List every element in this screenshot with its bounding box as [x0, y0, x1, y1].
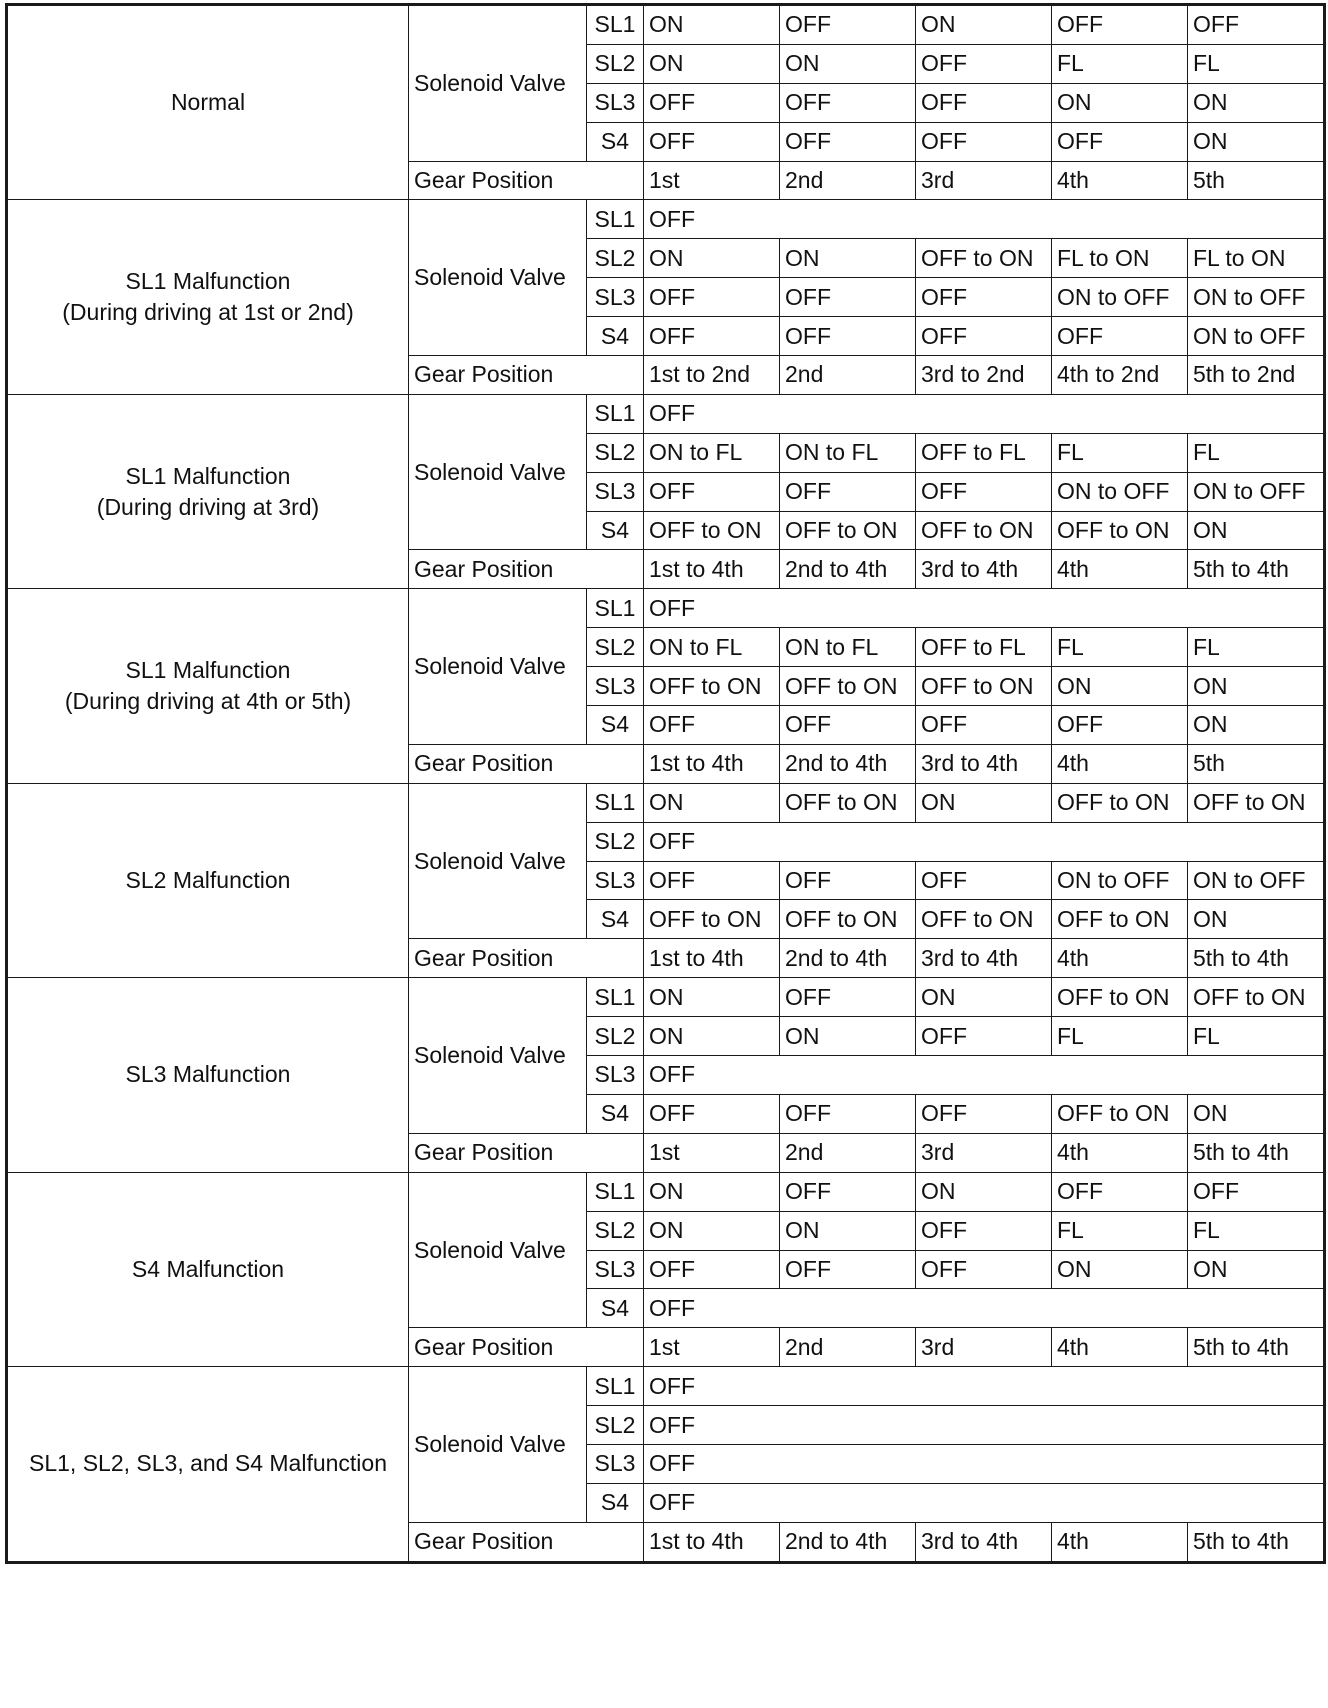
gear-cell: 1st — [644, 1133, 780, 1172]
valve-state-cell: OFF — [916, 317, 1052, 356]
gear-cell: 2nd — [780, 356, 916, 395]
gear-position-label: Gear Position — [409, 744, 644, 783]
valve-state-cell: OFF — [1188, 1172, 1324, 1211]
valve-state-cell: ON to OFF — [1188, 472, 1324, 511]
gear-cell: 2nd — [780, 1133, 916, 1172]
gear-cell: 5th to 4th — [1188, 939, 1324, 978]
valve-state-cell: OFF — [644, 278, 780, 317]
condition-text: SL3 Malfunction — [125, 1061, 291, 1088]
valve-state-cell: OFF — [644, 1094, 780, 1133]
valve-state-cell: OFF — [916, 1017, 1052, 1056]
valve-code: SL1 — [587, 200, 644, 239]
gear-cell: 5th to 4th — [1188, 550, 1324, 589]
valve-state-cell: OFF to ON — [1188, 783, 1324, 822]
valve-state-cell: OFF — [644, 317, 780, 356]
valve-state-cell: ON to OFF — [1052, 278, 1188, 317]
valve-state-cell: ON to OFF — [1188, 861, 1324, 900]
valve-code: SL2 — [587, 433, 644, 472]
valve-state-cell: FL — [1052, 1017, 1188, 1056]
gear-position-label: Gear Position — [409, 1522, 644, 1561]
valve-code: S4 — [587, 317, 644, 356]
gear-cell: 4th — [1052, 744, 1188, 783]
condition-text: S4 Malfunction — [131, 1255, 285, 1282]
valve-code: S4 — [587, 122, 644, 161]
valve-state-cell: ON — [1052, 83, 1188, 122]
valve-state-cell: OFF — [780, 83, 916, 122]
valve-state-cell: OFF to FL — [916, 433, 1052, 472]
valve-row — [8, 200, 1324, 239]
gear-cell: 3rd to 2nd — [916, 356, 1052, 395]
valve-code: SL1 — [587, 978, 644, 1017]
condition-text: (During driving at 1st or 2nd) — [62, 299, 354, 326]
valve-state-cell: ON — [644, 1172, 780, 1211]
valve-state-cell: ON — [644, 44, 780, 83]
valve-code: SL2 — [587, 1211, 644, 1250]
valve-row — [8, 978, 1324, 1017]
condition-cell — [8, 978, 409, 1172]
valve-state-cell: OFF — [780, 1172, 916, 1211]
valve-code: SL1 — [587, 589, 644, 628]
valve-code: SL3 — [587, 667, 644, 706]
valve-state-cell: OFF to ON — [1052, 900, 1188, 939]
valve-code: SL1 — [587, 6, 644, 45]
valve-state-cell: OFF — [1188, 6, 1324, 45]
gear-cell: 5th to 2nd — [1188, 356, 1324, 395]
gear-position-label: Gear Position — [409, 161, 644, 200]
valve-state-cell: OFF — [780, 706, 916, 745]
valve-state-cell: ON — [644, 239, 780, 278]
gear-cell: 5th to 4th — [1188, 1133, 1324, 1172]
valve-state-cell: OFF — [1052, 1172, 1188, 1211]
gear-position-label: Gear Position — [409, 939, 644, 978]
valve-code: S4 — [587, 1289, 644, 1328]
solenoid-valve-label: Solenoid Valve — [409, 6, 587, 162]
valve-state-cell: OFF — [1052, 706, 1188, 745]
valve-state-cell: OFF — [916, 278, 1052, 317]
gear-position-label: Gear Position — [409, 356, 644, 395]
valve-code: S4 — [587, 706, 644, 745]
gear-cell: 1st — [644, 1328, 780, 1367]
valve-state-cell: OFF — [644, 200, 1324, 239]
valve-state-cell: OFF to ON — [916, 900, 1052, 939]
valve-code: SL1 — [587, 1367, 644, 1406]
condition-text: Normal — [170, 89, 246, 116]
valve-row — [8, 783, 1324, 822]
valve-state-cell: OFF to ON — [916, 667, 1052, 706]
gear-cell: 5th — [1188, 744, 1324, 783]
valve-row — [8, 6, 1324, 45]
valve-state-cell: OFF — [644, 1056, 1324, 1095]
valve-state-cell: ON — [916, 1172, 1052, 1211]
gear-cell: 2nd — [780, 1328, 916, 1367]
valve-state-cell: FL — [1188, 1017, 1324, 1056]
valve-state-cell: OFF to ON — [780, 511, 916, 550]
gear-cell: 5th to 4th — [1188, 1522, 1324, 1561]
valve-state-cell: ON — [916, 978, 1052, 1017]
valve-code: SL1 — [587, 783, 644, 822]
valve-code: SL2 — [587, 628, 644, 667]
valve-state-cell: FL — [1052, 628, 1188, 667]
gear-cell: 4th to 2nd — [1052, 356, 1188, 395]
gear-cell: 1st to 4th — [644, 1522, 780, 1561]
valve-state-cell: ON — [1188, 83, 1324, 122]
valve-code: SL1 — [587, 1172, 644, 1211]
gear-cell: 3rd to 4th — [916, 550, 1052, 589]
valve-state-cell: ON to FL — [644, 433, 780, 472]
valve-state-cell: ON to FL — [644, 628, 780, 667]
valve-state-cell: OFF to ON — [644, 667, 780, 706]
valve-state-cell: FL — [1052, 1211, 1188, 1250]
valve-state-cell: OFF — [780, 1094, 916, 1133]
valve-state-cell: OFF — [644, 1367, 1324, 1406]
valve-state-cell: ON — [1052, 667, 1188, 706]
gear-cell: 3rd to 4th — [916, 939, 1052, 978]
valve-state-cell: ON — [644, 978, 780, 1017]
gear-cell: 4th — [1052, 550, 1188, 589]
valve-state-cell: ON to OFF — [1188, 317, 1324, 356]
valve-state-cell: ON to OFF — [1052, 472, 1188, 511]
valve-row — [8, 394, 1324, 433]
valve-code: S4 — [587, 1094, 644, 1133]
valve-state-cell: FL — [1188, 44, 1324, 83]
solenoid-valve-label: Solenoid Valve — [409, 978, 587, 1134]
gear-cell: 4th — [1052, 1522, 1188, 1561]
valve-code: SL3 — [587, 472, 644, 511]
gear-cell: 3rd to 4th — [916, 1522, 1052, 1561]
gear-cell: 2nd to 4th — [780, 939, 916, 978]
condition-text: SL1, SL2, SL3, and S4 Malfunction — [28, 1450, 388, 1477]
valve-state-cell: OFF — [644, 706, 780, 745]
valve-code: SL3 — [587, 1250, 644, 1289]
gear-cell: 3rd — [916, 1133, 1052, 1172]
valve-state-cell: FL — [1188, 628, 1324, 667]
valve-code: S4 — [587, 900, 644, 939]
valve-code: SL2 — [587, 822, 644, 861]
valve-state-cell: OFF to ON — [1052, 783, 1188, 822]
gear-cell: 4th — [1052, 161, 1188, 200]
gear-cell: 1st to 2nd — [644, 356, 780, 395]
valve-state-cell: FL to ON — [1052, 239, 1188, 278]
condition-cell — [8, 394, 409, 588]
gear-cell: 1st to 4th — [644, 744, 780, 783]
valve-state-cell: OFF — [644, 1483, 1324, 1522]
valve-state-cell: OFF — [644, 1406, 1324, 1445]
valve-state-cell: OFF — [780, 317, 916, 356]
valve-state-cell: ON to OFF — [1052, 861, 1188, 900]
valve-code: SL1 — [587, 394, 644, 433]
solenoid-failure-table — [7, 5, 1324, 1562]
gear-cell: 3rd to 4th — [916, 744, 1052, 783]
gear-cell: 4th — [1052, 1328, 1188, 1367]
condition-text: SL1 Malfunction — [125, 657, 291, 684]
valve-state-cell: OFF — [644, 589, 1324, 628]
valve-state-cell: OFF — [780, 861, 916, 900]
valve-state-cell: ON to FL — [780, 433, 916, 472]
valve-state-cell: ON to OFF — [1188, 278, 1324, 317]
valve-state-cell: ON — [780, 1017, 916, 1056]
valve-state-cell: FL — [1052, 44, 1188, 83]
valve-state-cell: OFF — [644, 861, 780, 900]
valve-state-cell: ON — [1188, 900, 1324, 939]
condition-cell — [8, 1172, 409, 1366]
valve-row — [8, 1367, 1324, 1406]
gear-position-label: Gear Position — [409, 1133, 644, 1172]
condition-cell — [8, 589, 409, 783]
valve-code: SL3 — [587, 1056, 644, 1095]
valve-state-cell: OFF — [916, 122, 1052, 161]
valve-state-cell: ON — [1188, 1094, 1324, 1133]
valve-state-cell: OFF to ON — [916, 511, 1052, 550]
valve-state-cell: FL to ON — [1188, 239, 1324, 278]
valve-state-cell: OFF — [1052, 122, 1188, 161]
valve-state-cell: ON — [644, 6, 780, 45]
valve-state-cell: ON — [780, 44, 916, 83]
valve-code: SL2 — [587, 1017, 644, 1056]
valve-state-cell: OFF — [644, 1444, 1324, 1483]
gear-cell: 1st to 4th — [644, 550, 780, 589]
valve-state-cell: ON — [780, 1211, 916, 1250]
valve-state-cell: OFF to ON — [780, 667, 916, 706]
condition-text: SL1 Malfunction — [125, 268, 291, 295]
valve-state-cell: OFF to FL — [916, 628, 1052, 667]
valve-state-cell: OFF — [644, 1250, 780, 1289]
gear-cell: 4th — [1052, 1133, 1188, 1172]
valve-state-cell: OFF to ON — [644, 511, 780, 550]
valve-state-cell: OFF — [644, 83, 780, 122]
valve-state-cell: ON — [644, 1211, 780, 1250]
valve-state-cell: OFF — [644, 472, 780, 511]
gear-position-label: Gear Position — [409, 550, 644, 589]
valve-state-cell: ON — [780, 239, 916, 278]
valve-state-cell: ON — [1052, 1250, 1188, 1289]
valve-code: S4 — [587, 1483, 644, 1522]
condition-text: (During driving at 4th or 5th) — [64, 688, 352, 715]
valve-state-cell: OFF to ON — [916, 239, 1052, 278]
valve-state-cell: OFF to ON — [1052, 1094, 1188, 1133]
condition-cell — [8, 1367, 409, 1561]
condition-text: SL1 Malfunction — [125, 462, 291, 489]
solenoid-valve-label: Solenoid Valve — [409, 783, 587, 939]
valve-state-cell: OFF — [916, 83, 1052, 122]
valve-state-cell: OFF — [780, 6, 916, 45]
valve-state-cell: ON to FL — [780, 628, 916, 667]
gear-position-label: Gear Position — [409, 1328, 644, 1367]
valve-state-cell: ON — [644, 1017, 780, 1056]
valve-state-cell: OFF — [780, 278, 916, 317]
valve-state-cell: OFF — [916, 861, 1052, 900]
gear-cell: 1st — [644, 161, 780, 200]
solenoid-valve-label: Solenoid Valve — [409, 1172, 587, 1328]
gear-cell: 2nd — [780, 161, 916, 200]
condition-cell — [8, 783, 409, 977]
valve-code: SL2 — [587, 1406, 644, 1445]
valve-state-cell: OFF — [644, 1289, 1324, 1328]
valve-code: SL3 — [587, 1444, 644, 1483]
solenoid-valve-label: Solenoid Valve — [409, 1367, 587, 1523]
valve-state-cell: ON — [916, 6, 1052, 45]
valve-state-cell: OFF — [644, 394, 1324, 433]
valve-state-cell: FL — [1188, 1211, 1324, 1250]
gear-cell: 3rd — [916, 161, 1052, 200]
valve-state-cell: OFF to ON — [1052, 511, 1188, 550]
valve-state-cell: FL — [1188, 433, 1324, 472]
valve-state-cell: OFF — [916, 1250, 1052, 1289]
valve-state-cell: ON — [916, 783, 1052, 822]
valve-code: SL2 — [587, 44, 644, 83]
valve-state-cell: OFF — [780, 978, 916, 1017]
valve-state-cell: ON — [1188, 511, 1324, 550]
valve-state-cell: OFF — [780, 1250, 916, 1289]
valve-state-cell: ON — [1188, 667, 1324, 706]
valve-code: SL3 — [587, 83, 644, 122]
valve-state-cell: OFF to ON — [644, 900, 780, 939]
gear-cell: 1st to 4th — [644, 939, 780, 978]
valve-row — [8, 589, 1324, 628]
valve-code: SL3 — [587, 278, 644, 317]
condition-cell — [8, 6, 409, 200]
valve-state-cell: OFF — [916, 1211, 1052, 1250]
valve-state-cell: OFF — [916, 472, 1052, 511]
gear-cell: 5th to 4th — [1188, 1328, 1324, 1367]
gear-cell: 2nd to 4th — [780, 550, 916, 589]
valve-state-cell: OFF to ON — [1188, 978, 1324, 1017]
gear-cell: 2nd to 4th — [780, 1522, 916, 1561]
solenoid-valve-label: Solenoid Valve — [409, 394, 587, 550]
valve-state-cell: OFF to ON — [1052, 978, 1188, 1017]
solenoid-valve-label: Solenoid Valve — [409, 200, 587, 356]
gear-cell: 3rd — [916, 1328, 1052, 1367]
valve-state-cell: OFF — [780, 122, 916, 161]
valve-state-cell: ON — [1188, 1250, 1324, 1289]
gear-cell: 5th — [1188, 161, 1324, 200]
valve-state-cell: OFF to ON — [780, 900, 916, 939]
valve-state-cell: OFF — [916, 706, 1052, 745]
valve-state-cell: OFF — [644, 822, 1324, 861]
condition-text: SL2 Malfunction — [125, 867, 291, 894]
condition-cell — [8, 200, 409, 394]
valve-code: S4 — [587, 511, 644, 550]
valve-state-cell: ON — [1188, 706, 1324, 745]
valve-state-cell: ON — [1188, 122, 1324, 161]
solenoid-valve-label: Solenoid Valve — [409, 589, 587, 745]
valve-state-cell: OFF — [644, 122, 780, 161]
document-page — [7, 5, 1324, 1562]
gear-cell: 2nd to 4th — [780, 744, 916, 783]
valve-state-cell: OFF — [1052, 6, 1188, 45]
gear-cell: 4th — [1052, 939, 1188, 978]
valve-state-cell: FL — [1052, 433, 1188, 472]
valve-state-cell: OFF — [916, 44, 1052, 83]
valve-state-cell: OFF — [1052, 317, 1188, 356]
valve-row — [8, 1172, 1324, 1211]
valve-state-cell: OFF — [916, 1094, 1052, 1133]
valve-state-cell: OFF to ON — [780, 783, 916, 822]
valve-state-cell: ON — [644, 783, 780, 822]
valve-code: SL3 — [587, 861, 644, 900]
valve-code: SL2 — [587, 239, 644, 278]
valve-state-cell: OFF — [780, 472, 916, 511]
condition-text: (During driving at 3rd) — [96, 493, 320, 520]
